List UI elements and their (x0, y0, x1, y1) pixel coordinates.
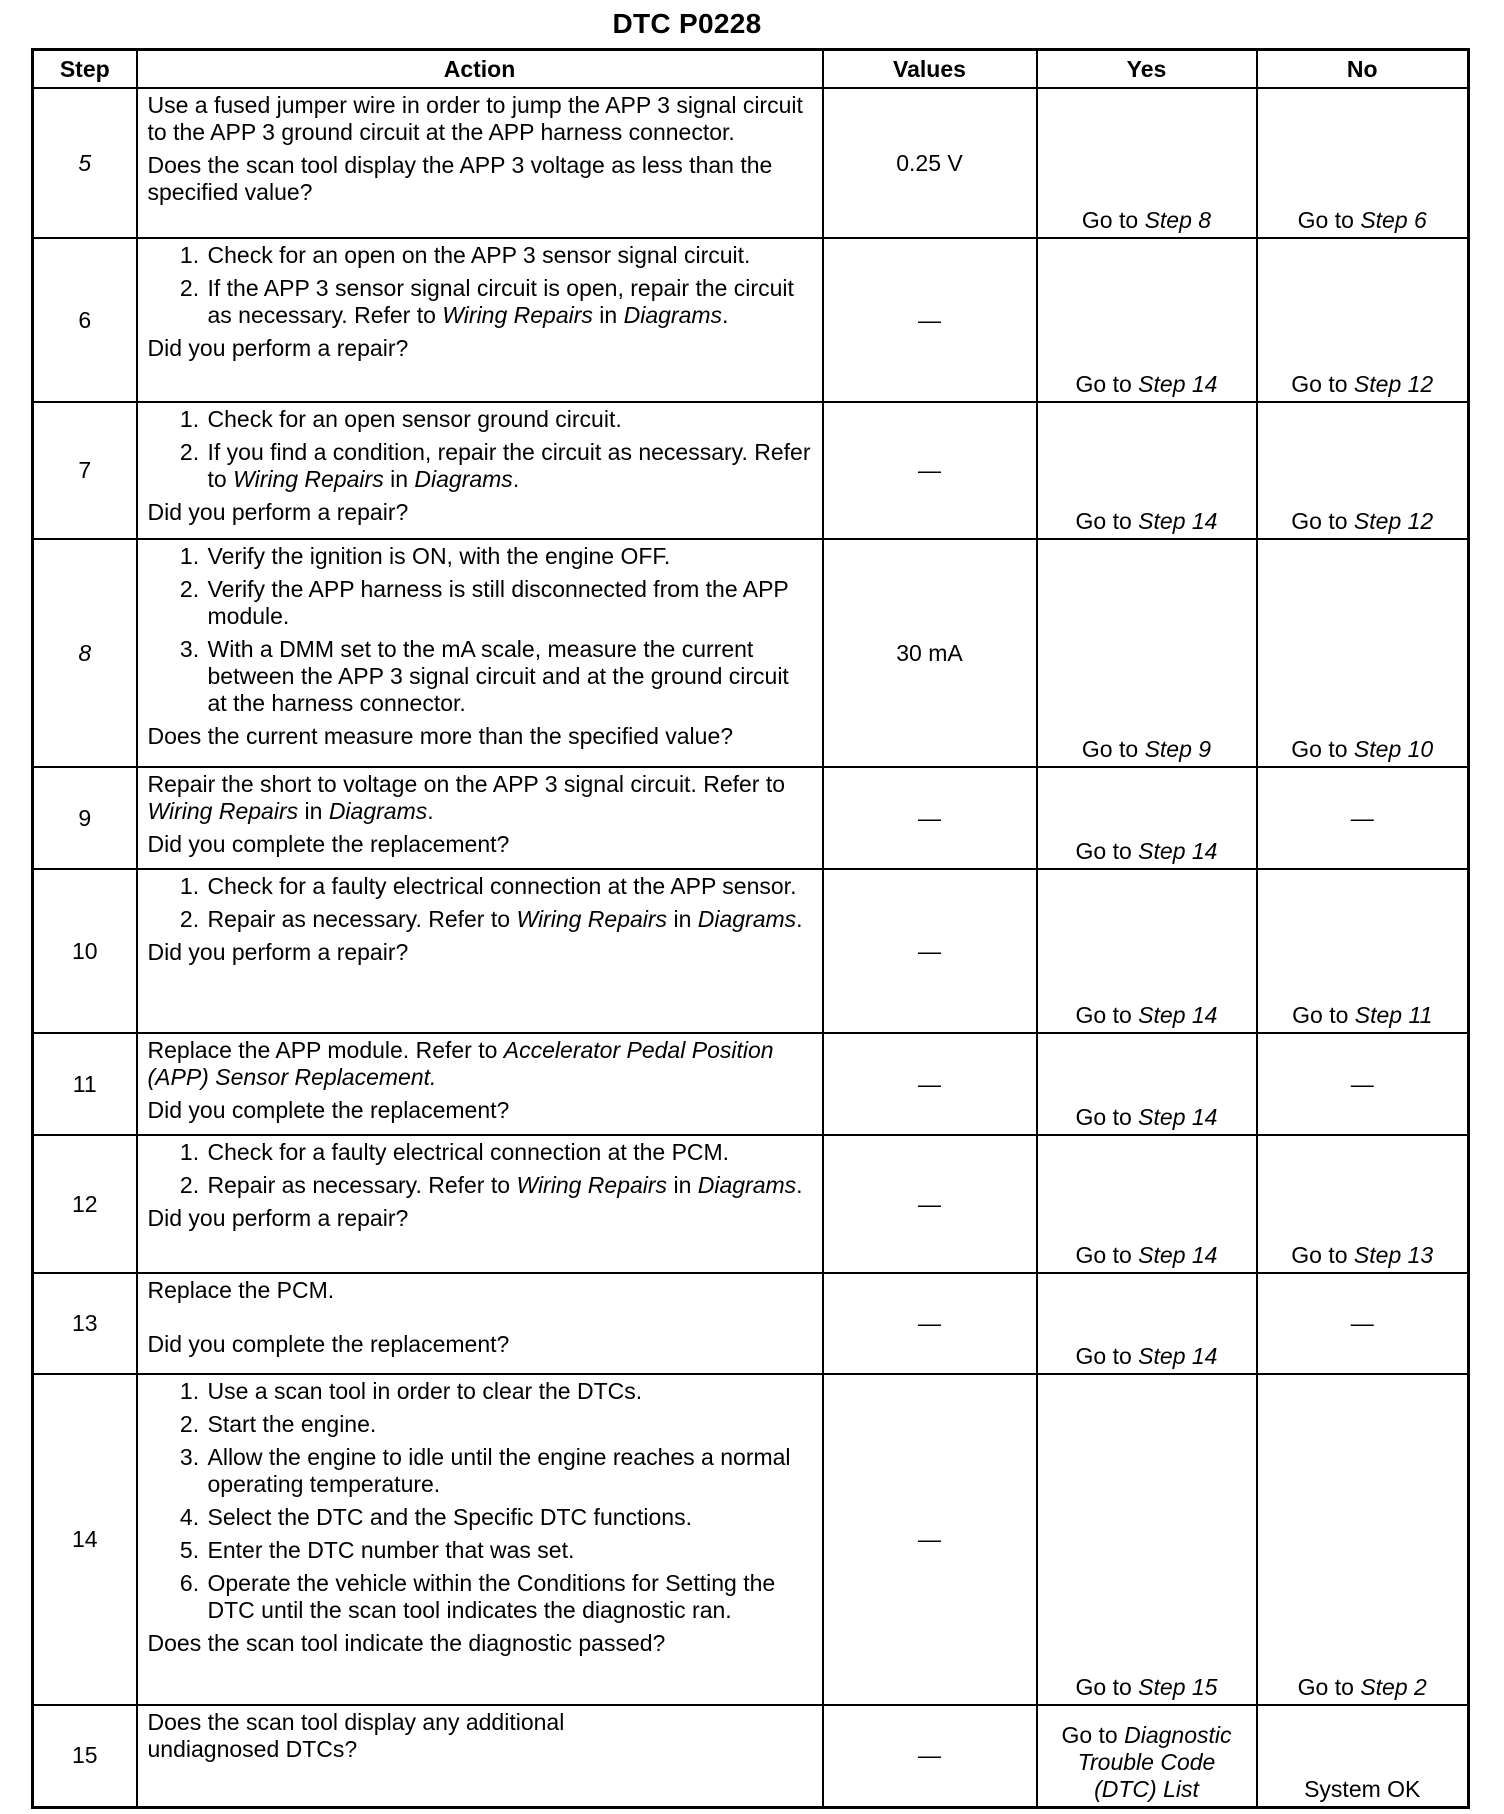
action-text-part: in (298, 798, 329, 824)
no-prefix: Go to (1291, 371, 1354, 397)
yes-target: Diagnostic Trouble Code (DTC) List (1077, 1721, 1232, 1802)
step-number: 13 (33, 1273, 137, 1374)
substep-list (148, 242, 812, 329)
yes-target: Step 8 (1144, 207, 1212, 233)
value-cell: — (823, 1135, 1037, 1273)
question-text: Did you complete the replacement? (147, 1097, 510, 1123)
action-cell (137, 238, 823, 402)
substep-text: in (667, 906, 698, 932)
table-row (33, 1033, 1469, 1135)
no-prefix: Go to (1297, 207, 1361, 233)
substep-text: . (722, 302, 729, 328)
reference-link-text: Wiring Repairs (516, 1172, 668, 1198)
action-text-part: Replace the APP module. Refer to (147, 1037, 504, 1063)
yes-cell (1037, 1273, 1257, 1374)
yes-target: Step 14 (1138, 1002, 1218, 1028)
action-text-part: . (427, 798, 434, 824)
yes-prefix: Go to (1075, 838, 1139, 864)
step-number: 12 (33, 1135, 137, 1273)
table-row (33, 1273, 1469, 1374)
no-target: Step 2 (1360, 1674, 1427, 1700)
yes-target: Step 14 (1138, 371, 1218, 397)
no-cell (1257, 238, 1469, 402)
reference-link-text: Diagrams (623, 302, 723, 328)
substep-item: 1. Check for an open on the APP 3 sensor signal circuit. (206, 242, 812, 269)
substep-text: Repair as necessary. Refer to (207, 1172, 517, 1198)
table-row (33, 238, 1469, 402)
blank-line (148, 1304, 812, 1331)
yes-target: Step 14 (1138, 1242, 1218, 1268)
substep-item: 1. Check for a faulty electrical connection at the PCM. (206, 1139, 812, 1166)
yes-target: Step 14 (1138, 1104, 1218, 1130)
question-text: Does the scan tool display the APP 3 voltage as less than the specified value? (147, 152, 773, 205)
reference-link-text: Wiring Repairs (147, 798, 299, 824)
substep-list (148, 543, 812, 717)
yes-prefix: Go to (1075, 1674, 1139, 1700)
yes-cell (1037, 1374, 1257, 1705)
substep-item: 4. Select the DTC and the Specific DTC functions. (206, 1504, 812, 1531)
substep-list (148, 1378, 812, 1624)
question-text: Does the scan tool display any additional undiagnosed DTCs? (147, 1709, 565, 1762)
reference-link-text: Diagrams (697, 906, 797, 932)
yes-prefix: Go to (1075, 508, 1139, 534)
action-cell (137, 402, 823, 539)
table-row (33, 1374, 1469, 1705)
page-title: DTC P0228 (612, 8, 762, 39)
question-text: Does the scan tool indicate the diagnostic passed? (147, 1630, 666, 1656)
table-row (33, 402, 1469, 539)
value-cell: — (823, 238, 1037, 402)
no-prefix: Go to (1297, 1674, 1361, 1700)
step-number: 11 (33, 1033, 137, 1135)
reference-link-text: Accelerator Pedal Position (APP) Sensor Replacement. (147, 1037, 774, 1090)
no-cell (1257, 1135, 1469, 1273)
table-row (33, 869, 1469, 1033)
step-number: 6 (33, 238, 137, 402)
dtc-table (31, 48, 1470, 1809)
action-cell (137, 1705, 823, 1807)
no-cell (1257, 402, 1469, 539)
substep-text: in (383, 466, 415, 492)
table-row (33, 767, 1469, 869)
step-number: 9 (33, 767, 137, 869)
substep-item: 1. Use a scan tool in order to clear the DTCs. (206, 1378, 812, 1405)
value-cell: — (823, 1273, 1037, 1374)
action-cell (137, 1033, 823, 1135)
step-number: 5 (33, 88, 137, 238)
substep-item: 5. Enter the DTC number that was set. (206, 1537, 812, 1564)
value-cell: — (823, 1374, 1037, 1705)
yes-cell (1037, 88, 1257, 238)
substep-text: If the APP 3 sensor signal circuit is open, repair the circuit as necessary. Refer to (207, 275, 794, 328)
reference-link-text: Wiring Repairs (233, 466, 384, 492)
action-cell (137, 539, 823, 767)
step-number: 15 (33, 1705, 137, 1807)
no-cell: — (1257, 767, 1469, 869)
header-row (33, 50, 1469, 89)
no-prefix: Go to (1292, 1002, 1355, 1028)
yes-target: Step 14 (1138, 838, 1218, 864)
table-row (33, 539, 1469, 767)
step-number: 8 (33, 539, 137, 767)
substep-item: 3. Allow the engine to idle until the engine reaches a normal operating temperature. (206, 1444, 812, 1498)
yes-cell (1037, 1135, 1257, 1273)
step-number: 7 (33, 402, 137, 539)
action-cell (137, 1135, 823, 1273)
yes-target: Step 14 (1138, 1343, 1218, 1369)
no-cell: — (1257, 1273, 1469, 1374)
no-target: Step 10 (1353, 736, 1434, 762)
action-text: Use a fused jumper wire in order to jump the APP 3 signal circuit to the APP 3 ground circuit at the APP harness connector. (147, 92, 803, 145)
table-row (33, 1705, 1469, 1807)
reference-link-text: Diagrams (414, 466, 513, 492)
substep-item (206, 1172, 812, 1199)
no-cell (1257, 88, 1469, 238)
yes-cell (1037, 1705, 1257, 1807)
substep-item: 3. With a DMM set to the mA scale, measure the current between the APP 3 signal circuit and at the ground circuit at the harness connector. (206, 636, 812, 717)
substep-text: . (796, 1172, 803, 1198)
substep-item (206, 439, 812, 493)
yes-prefix: Go to (1075, 1242, 1139, 1268)
action-cell (137, 1273, 823, 1374)
yes-cell (1037, 402, 1257, 539)
substep-item (206, 275, 812, 329)
action-cell (137, 1374, 823, 1705)
step-number: 14 (33, 1374, 137, 1705)
substep-text: . (512, 466, 520, 492)
table-row (33, 1135, 1469, 1273)
substep-list (148, 1139, 812, 1199)
header-yes: Yes (1037, 50, 1257, 89)
yes-cell (1037, 238, 1257, 402)
yes-target: Step 9 (1144, 736, 1212, 762)
no-cell: System OK (1257, 1705, 1469, 1807)
header-step: Step (33, 50, 137, 89)
yes-prefix: Go to (1075, 1002, 1139, 1028)
substep-item: 1. Check for an open sensor ground circuit. (206, 406, 812, 433)
substep-item: 2. Verify the APP harness is still disconnected from the APP module. (206, 576, 812, 630)
question-text: Did you perform a repair? (147, 939, 409, 965)
value-cell: — (823, 1033, 1037, 1135)
no-prefix: Go to (1291, 1242, 1354, 1268)
question-text: Did you perform a repair? (147, 499, 409, 525)
question-text: Does the current measure more than the specified value? (147, 723, 734, 749)
yes-cell (1037, 539, 1257, 767)
question-text: Did you complete the replacement? (147, 831, 510, 857)
yes-prefix: Go to (1075, 371, 1139, 397)
substep-item (206, 906, 812, 933)
no-cell: — (1257, 1033, 1469, 1135)
value-cell: 0.25 V (823, 88, 1037, 238)
yes-target: Step 15 (1138, 1674, 1218, 1700)
no-cell (1257, 869, 1469, 1033)
action-text (148, 1037, 812, 1091)
action-text: Replace the PCM. (147, 1277, 335, 1303)
substep-item: 1. Verify the ignition is ON, with the engine OFF. (206, 543, 812, 570)
substep-item: 6. Operate the vehicle within the Conditions for Setting the DTC until the scan tool indicates the diagnostic ran. (206, 1570, 812, 1624)
reference-link-text: Wiring Repairs (516, 906, 668, 932)
no-target: Step 12 (1353, 371, 1434, 397)
action-cell (137, 869, 823, 1033)
substep-text: in (592, 302, 624, 328)
no-target: Step 11 (1354, 1002, 1433, 1028)
action-text-part: Repair the short to voltage on the APP 3 signal circuit. Refer to (147, 771, 786, 797)
yes-prefix: Go to (1081, 736, 1145, 762)
substep-list (148, 873, 812, 933)
reference-link-text: Wiring Repairs (442, 302, 593, 328)
no-target: Step 12 (1353, 508, 1434, 534)
action-text (148, 771, 812, 825)
question-text: Did you complete the replacement? (147, 1331, 510, 1357)
substep-text: If you find a condition, repair the circuit as necessary. Refer to (207, 439, 811, 492)
question-text: Did you perform a repair? (147, 335, 409, 361)
action-cell (137, 767, 823, 869)
no-cell (1257, 1374, 1469, 1705)
question-text: Did you perform a repair? (147, 1205, 409, 1231)
substep-text: . (796, 906, 803, 932)
yes-cell (1037, 767, 1257, 869)
no-prefix: Go to (1291, 736, 1354, 762)
table-row (33, 88, 1469, 238)
no-target: Step 6 (1360, 207, 1427, 233)
value-cell: — (823, 402, 1037, 539)
reference-link-text: Diagrams (697, 1172, 797, 1198)
yes-target: Step 14 (1138, 508, 1218, 534)
header-action: Action (137, 50, 823, 89)
substep-text: Repair as necessary. Refer to (207, 906, 517, 932)
action-cell (137, 88, 823, 238)
no-prefix: Go to (1291, 508, 1354, 534)
header-no: No (1257, 50, 1469, 89)
step-number: 10 (33, 869, 137, 1033)
yes-cell (1037, 1033, 1257, 1135)
yes-prefix: Go to (1081, 207, 1145, 233)
header-values: Values (823, 50, 1037, 89)
value-cell: — (823, 1705, 1037, 1807)
no-cell (1257, 539, 1469, 767)
substep-text: in (667, 1172, 698, 1198)
value-cell: — (823, 869, 1037, 1033)
yes-prefix: Go to (1061, 1721, 1125, 1748)
value-cell: — (823, 767, 1037, 869)
substep-list (148, 406, 812, 493)
yes-prefix: Go to (1075, 1104, 1139, 1130)
reference-link-text: Diagrams (328, 798, 428, 824)
yes-cell (1037, 869, 1257, 1033)
substep-item: 1. Check for a faulty electrical connection at the APP sensor. (206, 873, 812, 900)
no-target: Step 13 (1353, 1242, 1434, 1268)
value-cell: 30 mA (823, 539, 1037, 767)
yes-prefix: Go to (1075, 1343, 1139, 1369)
substep-item: 2. Start the engine. (206, 1411, 812, 1438)
